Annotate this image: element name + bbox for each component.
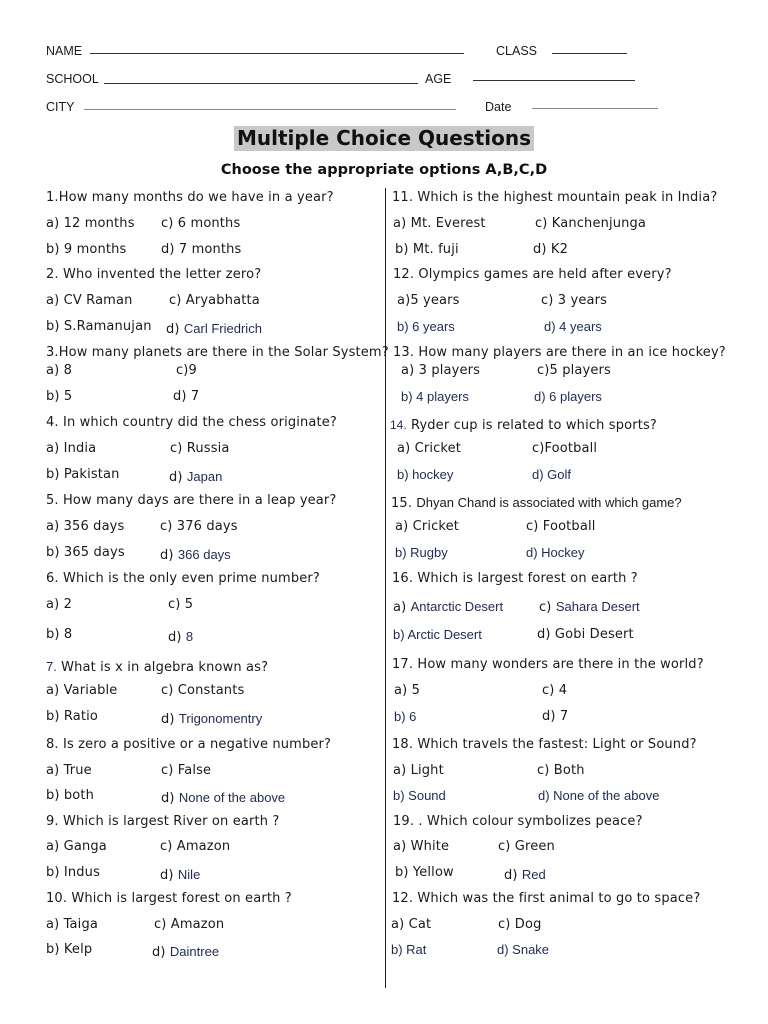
q11-option-d[interactable]: d) K2	[533, 242, 569, 257]
q20-option-a[interactable]: a) Cat	[391, 917, 432, 932]
q4-option-b[interactable]: b) Pakistan	[46, 467, 120, 482]
question-number: 7.	[46, 659, 57, 674]
q6-option-b[interactable]: b) 8	[46, 627, 73, 642]
q16-option-b[interactable]: b) Arctic Desert	[393, 627, 482, 642]
q11-option-b[interactable]: b) Mt. fuji	[395, 242, 459, 257]
q3-option-d[interactable]: d) 7	[173, 389, 200, 404]
name-label: NAME	[46, 44, 83, 58]
option-letter: d)	[168, 630, 186, 645]
q9-option-b[interactable]: b) Indus	[46, 865, 100, 880]
page-title: Multiple Choice Questions	[234, 126, 534, 151]
q1-option-b[interactable]: b) 9 months	[46, 242, 127, 257]
q17-option-a[interactable]: a) 5	[394, 683, 421, 698]
q15-option-a[interactable]: a) Cricket	[395, 519, 460, 534]
question-15	[391, 494, 682, 510]
q14-option-d[interactable]: d) Golf	[532, 467, 572, 482]
question-9: 9. Which is largest River on earth ?	[46, 814, 280, 829]
q2-option-d[interactable]	[166, 320, 262, 336]
q17-option-b[interactable]: b) 6	[394, 709, 417, 724]
question-text: Ryder cup is related to which sports?	[406, 418, 657, 433]
option-letter: d)	[160, 548, 178, 563]
class-field-line[interactable]	[552, 53, 627, 54]
page-subtitle: Choose the appropriate options A,B,C,D	[220, 162, 548, 178]
option-letter: d)	[169, 470, 187, 485]
option-letter: c)	[539, 600, 556, 615]
q18-option-c[interactable]: c) Both	[537, 763, 585, 778]
question-text: What is x in algebra known as?	[56, 660, 269, 675]
option-letter: d)	[161, 712, 179, 727]
q10-option-a[interactable]: a) Taiga	[46, 917, 98, 932]
q11-option-c[interactable]: c) Kanchenjunga	[535, 216, 647, 231]
age-label: AGE	[425, 72, 452, 86]
q6-option-d[interactable]	[168, 628, 193, 644]
q1-option-a[interactable]: a) 12 months	[46, 216, 135, 231]
q13-option-c[interactable]: c)5 players	[537, 363, 611, 378]
option-text: 8	[185, 629, 194, 644]
q9-option-d[interactable]	[160, 866, 200, 882]
question-8: 8. Is zero a positive or a negative number?	[46, 737, 332, 752]
option-text: None of the above	[178, 790, 286, 805]
question-18: 18. Which travels the fastest: Light or Sound?	[392, 737, 697, 752]
question-5: 5. How many days are there in a leap year?	[46, 493, 337, 508]
option-text: Sahara Desert	[555, 599, 640, 614]
q12-option-c[interactable]: c) 3 years	[541, 293, 608, 308]
q4-option-d[interactable]	[169, 468, 222, 484]
q16-option-d[interactable]: d) Gobi Desert	[537, 627, 634, 642]
school-label: SCHOOL	[46, 72, 99, 86]
q19-option-b[interactable]: b) Yellow	[395, 865, 454, 880]
q18-option-b[interactable]: b) Sound	[393, 788, 446, 803]
q5-option-a[interactable]: a) 356 days	[46, 519, 125, 534]
option-letter: d)	[152, 945, 170, 960]
q10-option-c[interactable]: c) Amazon	[154, 917, 225, 932]
q8-option-a[interactable]: a) True	[46, 763, 92, 778]
question-1: 1.How many months do we have in a year?	[46, 190, 334, 205]
q8-option-d[interactable]	[161, 789, 285, 805]
q12-option-d[interactable]: d) 4 years	[544, 319, 602, 334]
q4-option-c[interactable]: c) Russia	[170, 441, 230, 456]
q2-option-b[interactable]: b) S.Ramanujan	[46, 319, 152, 334]
q20-option-d[interactable]: d) Snake	[497, 942, 550, 957]
q15-option-d[interactable]: d) Hockey	[526, 545, 585, 560]
question-2: 2. Who invented the letter zero?	[46, 267, 262, 282]
q14-option-b[interactable]: b) hockey	[397, 467, 454, 482]
q6-option-c[interactable]: c) 5	[168, 597, 194, 612]
option-text: Antarctic Desert	[410, 599, 504, 614]
option-letter: d)	[166, 322, 184, 337]
q10-option-d[interactable]	[152, 943, 219, 959]
q7-option-d[interactable]	[161, 710, 262, 726]
q9-option-c[interactable]: c) Amazon	[160, 839, 231, 854]
question-14	[390, 416, 657, 432]
option-text: 366 days	[177, 547, 231, 562]
q18-option-d[interactable]: d) None of the above	[538, 788, 660, 803]
q13-option-d[interactable]: d) 6 players	[534, 389, 602, 404]
q5-option-c[interactable]: c) 376 days	[160, 519, 238, 534]
q8-option-b[interactable]: b) both	[46, 788, 95, 803]
question-12: 12. Olympics games are held after every?	[393, 267, 672, 282]
q3-option-c[interactable]: c)9	[176, 363, 197, 378]
option-letter: d)	[160, 868, 178, 883]
option-text: Nile	[177, 867, 201, 882]
q6-option-a[interactable]: a) 2	[46, 597, 73, 612]
q20-option-b[interactable]: b) Rat	[391, 942, 427, 957]
question-text: Dhyan Chand is associated with which game?	[416, 495, 682, 510]
q12-option-a[interactable]: a)5 years	[397, 293, 460, 308]
school-field-line[interactable]	[104, 83, 418, 84]
q7-option-a[interactable]: a) Variable	[46, 683, 118, 698]
q16-option-a[interactable]	[393, 598, 503, 614]
question-number: 15.	[391, 496, 417, 511]
q5-option-d[interactable]	[160, 546, 231, 562]
option-text: Daintree	[169, 944, 220, 959]
option-text: Trigonomentry	[178, 711, 263, 726]
question-17: 17. How many wonders are there in the world?	[392, 657, 704, 672]
q14-option-a[interactable]: a) Cricket	[397, 441, 462, 456]
city-label: CITY	[46, 100, 75, 114]
date-label: Date	[485, 100, 512, 114]
question-20: 12. Which was the first animal to go to space?	[392, 891, 701, 906]
question-6: 6. Which is the only even prime number?	[46, 571, 320, 586]
age-field-line[interactable]	[473, 80, 635, 81]
q19-option-d[interactable]	[504, 866, 546, 882]
q1-option-d[interactable]: d) 7 months	[161, 242, 242, 257]
q14-option-c[interactable]: c)Football	[532, 441, 598, 456]
question-10: 10. Which is largest forest on earth ?	[46, 891, 292, 906]
column-divider	[385, 188, 386, 988]
q17-option-d[interactable]: d) 7	[542, 709, 569, 724]
q17-option-c[interactable]: c) 4	[542, 683, 568, 698]
option-text: Red	[521, 867, 546, 882]
q8-option-c[interactable]: c) False	[161, 763, 212, 778]
q2-option-a[interactable]: a) CV Raman	[46, 293, 133, 308]
option-letter: a)	[393, 600, 411, 615]
q12-option-b[interactable]: b) 6 years	[397, 319, 455, 334]
q7-option-b[interactable]: b) Ratio	[46, 709, 99, 724]
question-4: 4. In which country did the chess originate?	[46, 415, 337, 430]
q19-option-c[interactable]: c) Green	[498, 839, 555, 854]
q4-option-a[interactable]: a) India	[46, 441, 97, 456]
question-13: 13. How many players are there in an ice hockey?	[393, 345, 726, 360]
question-7	[46, 658, 268, 674]
q10-option-b[interactable]: b) Kelp	[46, 942, 93, 957]
q3-option-a[interactable]: a) 8	[46, 363, 73, 378]
class-label: CLASS	[496, 44, 537, 58]
q1-option-c[interactable]: c) 6 months	[161, 216, 241, 231]
option-text: Carl Friedrich	[183, 321, 262, 336]
q11-option-a[interactable]: a) Mt. Everest	[393, 216, 486, 231]
q9-option-a[interactable]: a) Ganga	[46, 839, 107, 854]
question-11: 11. Which is the highest mountain peak in India?	[392, 190, 718, 205]
q2-option-c[interactable]: c) Aryabhatta	[169, 293, 260, 308]
option-letter: d)	[504, 868, 522, 883]
date-field-line[interactable]	[532, 108, 658, 109]
q16-option-c[interactable]	[539, 598, 640, 614]
city-field-line[interactable]	[84, 109, 456, 110]
q18-option-a[interactable]: a) Light	[393, 763, 444, 778]
question-3: 3.How many planets are there in the Solar System?	[46, 345, 389, 360]
q15-option-c[interactable]: c) Football	[526, 519, 596, 534]
question-number: 14.	[390, 418, 407, 432]
q7-option-c[interactable]: c) Constants	[161, 683, 245, 698]
q20-option-c[interactable]: c) Dog	[498, 917, 542, 932]
q13-option-a[interactable]: a) 3 players	[401, 363, 481, 378]
question-19: 19. . Which colour symbolizes peace?	[393, 814, 643, 829]
q3-option-b[interactable]: b) 5	[46, 389, 73, 404]
q13-option-b[interactable]: b) 4 players	[401, 389, 469, 404]
q5-option-b[interactable]: b) 365 days	[46, 545, 125, 560]
q15-option-b[interactable]: b) Rugby	[395, 545, 448, 560]
option-text: Japan	[186, 469, 223, 484]
name-field-line[interactable]	[90, 53, 464, 54]
q19-option-a[interactable]: a) White	[393, 839, 450, 854]
option-letter: d)	[161, 791, 179, 806]
question-16: 16. Which is largest forest on earth ?	[392, 571, 638, 586]
